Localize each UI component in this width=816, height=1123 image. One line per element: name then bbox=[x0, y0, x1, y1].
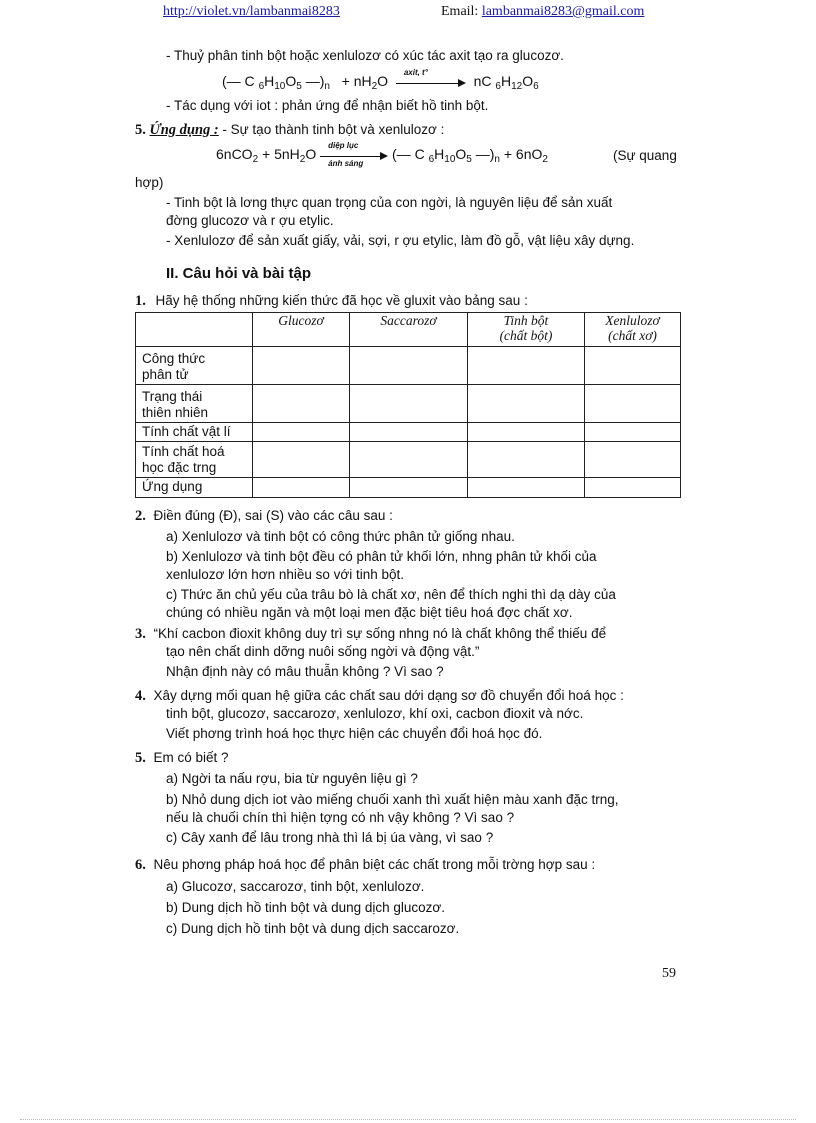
table-cell[interactable] bbox=[253, 442, 350, 478]
q3-line-2: tạo nên chất dinh dỡng nuôi sống ngời và động vật.” bbox=[166, 644, 480, 659]
question-3 bbox=[135, 624, 606, 644]
eq2-part: + 5nH bbox=[258, 146, 300, 162]
eq1-part: 6 bbox=[258, 81, 265, 92]
col-saccarozo: Saccarozơ bbox=[350, 313, 468, 347]
eq2-part: 2 bbox=[299, 154, 306, 165]
eq2-part: 2 bbox=[542, 154, 548, 165]
table-cell[interactable] bbox=[468, 442, 585, 478]
section-intro: - Sự tạo thành tinh bột và xenlulozơ : bbox=[222, 122, 445, 137]
eq1-part: —) bbox=[301, 73, 325, 89]
eq1-part: 6 bbox=[533, 81, 539, 92]
q2-c-2: chúng có nhiều ngăn và một loại men đặc biệt tiêu hoá đợc chất xơ. bbox=[166, 605, 573, 620]
question-5 bbox=[135, 748, 229, 768]
question-2 bbox=[135, 506, 393, 526]
q2-c-1: c) Thức ăn chủ yếu của trâu bò là chất xơ, nên để thích nghi thì dạ dày của bbox=[166, 587, 616, 602]
table-row bbox=[136, 442, 681, 478]
q6-c: c) Dung dịch hồ tinh bột và dung dịch saccarozơ. bbox=[166, 921, 460, 936]
question-6 bbox=[135, 855, 595, 875]
row-label: Trạng thái thiên nhiên bbox=[136, 385, 253, 423]
q2-b-2: xenlulozơ lớn hơn nhiều so với tinh bột. bbox=[166, 567, 405, 582]
row-label: Công thức phân tử bbox=[136, 347, 253, 385]
question-text: Nêu phơng pháp hoá học để phân biệt các chất trong mỗi trờng hợp sau : bbox=[153, 857, 596, 872]
table-cell[interactable] bbox=[350, 478, 468, 498]
question-text: Điền đúng (Đ), sai (S) vào các câu sau : bbox=[153, 508, 393, 523]
eq1-part: n bbox=[324, 81, 330, 92]
col-glucozo: Glucozơ bbox=[253, 313, 350, 347]
eq2-part: n bbox=[494, 154, 500, 165]
question-text: “Khí cacbon đioxit không duy trì sự sống nhng nó là chất không thể thiếu để bbox=[153, 626, 607, 641]
table-cell[interactable] bbox=[585, 423, 681, 442]
table-corner bbox=[136, 313, 253, 347]
arrow-label-bottom: ánh sáng bbox=[328, 159, 364, 169]
eq1-part: O bbox=[522, 73, 534, 89]
table-cell[interactable] bbox=[350, 347, 468, 385]
col-tinh-bot: Tinh bột (chất bột) bbox=[468, 313, 585, 347]
q6-b: b) Dung dịch hồ tinh bột và dung dịch glucozơ. bbox=[166, 900, 446, 915]
eq2-part: + 6nO bbox=[499, 146, 543, 162]
table-cell[interactable] bbox=[253, 423, 350, 442]
table-row bbox=[136, 423, 681, 442]
question-text: Em có biết ? bbox=[153, 750, 229, 765]
q4-line-3: Viết phơng trình hoá học thực hiện các chuyển đổi hoá học đó. bbox=[166, 726, 543, 741]
iodine-text: - Tác dụng với iot : phản ứng để nhận biết hồ tinh bột. bbox=[166, 98, 489, 113]
q2-a: a) Xenlulozơ và tinh bột có công thức phân tử giống nhau. bbox=[166, 529, 515, 544]
table-cell[interactable] bbox=[585, 385, 681, 423]
eq1-part: 6 bbox=[495, 81, 501, 92]
eq2-part: 6nCO bbox=[216, 146, 253, 162]
photosynthesis-arrow bbox=[320, 141, 388, 169]
table-cell[interactable] bbox=[253, 347, 350, 385]
table-cell[interactable] bbox=[585, 347, 681, 385]
email-label: Email: bbox=[441, 4, 479, 19]
starch-use-2: đờng glucozơ và r ợu etylic. bbox=[166, 213, 334, 228]
eq2-part: O bbox=[455, 146, 467, 162]
table-row bbox=[136, 385, 681, 423]
eq1-part: 2 bbox=[371, 81, 378, 92]
q5-a: a) Ngời ta nấu rợu, bia từ nguyên liệu gì ? bbox=[166, 771, 418, 786]
row-label: Ứng dụng bbox=[136, 478, 253, 498]
table-cell[interactable] bbox=[468, 347, 585, 385]
table-row bbox=[136, 478, 681, 498]
table-cell[interactable] bbox=[350, 423, 468, 442]
equation-1 bbox=[222, 68, 539, 92]
question-number: 5. bbox=[135, 750, 146, 766]
eq1-part: + nH bbox=[341, 73, 372, 89]
table-cell[interactable] bbox=[585, 478, 681, 498]
q3-line-3: Nhận định này có mâu thuẫn không ? Vì sao ? bbox=[166, 664, 444, 679]
q2-b-1: b) Xenlulozơ và tinh bột đều có phân tử khối lớn, nhng phân tử khối của bbox=[166, 549, 597, 564]
col-xenlulozo: Xenlulozơ (chất xơ) bbox=[585, 313, 681, 347]
q5-b-2: nếu là chuối chín thì hiện tợng có nh vậy không ? Vì sao ? bbox=[166, 810, 515, 825]
eq1-part: 12 bbox=[511, 81, 523, 92]
eq2-part: H bbox=[434, 146, 445, 162]
table-cell[interactable] bbox=[350, 385, 468, 423]
eq1-part: 5 bbox=[296, 81, 302, 92]
question-number: 1. bbox=[135, 293, 146, 309]
reaction-arrow bbox=[396, 68, 466, 90]
eq2-part: 2 bbox=[252, 154, 259, 165]
header bbox=[163, 4, 340, 20]
header-email-block bbox=[441, 4, 644, 20]
email-link[interactable]: lambanmai8283@gmail.com bbox=[481, 4, 645, 19]
eq2-part: 5 bbox=[466, 154, 472, 165]
question-1 bbox=[135, 291, 528, 311]
table-cell[interactable] bbox=[350, 442, 468, 478]
starch-use-1: - Tinh bột là lơng thực quan trọng của con ngời, là nguyên liệu để sản xuất bbox=[166, 195, 613, 210]
arrow-label: axit, t° bbox=[403, 68, 428, 78]
hydrolysis-text: - Thuỷ phân tinh bột hoặc xenlulozơ có xúc tác axit tạo ra glucozơ. bbox=[166, 48, 564, 63]
eq1-part: 10 bbox=[274, 81, 286, 92]
table-cell[interactable] bbox=[468, 385, 585, 423]
eq2-note: (Sự quang bbox=[613, 148, 677, 163]
page-number: 59 bbox=[662, 966, 676, 981]
question-text: Xây dựng mối quan hệ giữa các chất sau dới dạng sơ đồ chuyển đổi hoá học : bbox=[153, 688, 624, 703]
section-number: 5. bbox=[135, 122, 146, 138]
q6-a: a) Glucozơ, saccarozơ, tinh bột, xenlulozơ. bbox=[166, 879, 425, 894]
question-number: 2. bbox=[135, 508, 146, 524]
table-cell[interactable] bbox=[468, 478, 585, 498]
page-bottom-divider bbox=[20, 1119, 796, 1120]
eq1-part: (— C bbox=[222, 73, 255, 89]
row-label: Tính chất hoá học đặc trng bbox=[136, 442, 253, 478]
header-link[interactable]: http://violet.vn/lambanmai8283 bbox=[163, 4, 340, 19]
eq1-part: H bbox=[500, 73, 512, 89]
question-4 bbox=[135, 686, 624, 706]
eq1-part: nC bbox=[473, 73, 492, 89]
section-5-heading bbox=[135, 120, 444, 140]
gluxit-table bbox=[135, 312, 681, 498]
eq2-note-cont: hợp) bbox=[135, 175, 164, 190]
eq2-part: (— C bbox=[392, 146, 425, 162]
q5-b-1: b) Nhỏ dung dịch iot vào miếng chuối xanh thì xuất hiện màu xanh đặc trng, bbox=[166, 792, 619, 807]
table-cell[interactable] bbox=[585, 442, 681, 478]
eq1-part: H bbox=[264, 73, 275, 89]
q5-c: c) Cây xanh để lâu trong nhà thì lá bị úa vàng, vì sao ? bbox=[166, 830, 494, 845]
q4-line-2: tinh bột, glucozơ, saccarozơ, xenlulozơ, khí oxi, cacbon đioxit và nớc. bbox=[166, 706, 584, 721]
table-row bbox=[136, 347, 681, 385]
eq1-part: O bbox=[285, 73, 297, 89]
eq1-part: O bbox=[377, 73, 389, 89]
arrow-label-top: diệp lục bbox=[328, 141, 359, 151]
question-number: 3. bbox=[135, 626, 146, 642]
row-label: Tính chất vật lí bbox=[136, 423, 253, 442]
equation-2 bbox=[216, 141, 548, 169]
eq2-part: O bbox=[305, 146, 317, 162]
section-title: Ứng dụng : bbox=[149, 122, 219, 138]
question-number: 6. bbox=[135, 857, 146, 873]
eq2-part: —) bbox=[471, 146, 495, 162]
table-cell[interactable] bbox=[253, 478, 350, 498]
part2-heading: II. Câu hỏi và bài tập bbox=[166, 265, 312, 282]
table-header-row bbox=[136, 313, 681, 347]
question-text: Hãy hệ thống những kiến thức đã học về gluxit vào bảng sau : bbox=[155, 293, 528, 308]
eq2-part: 6 bbox=[428, 154, 435, 165]
eq2-part: 10 bbox=[444, 154, 456, 165]
table-cell[interactable] bbox=[468, 423, 585, 442]
cellulose-use: - Xenlulozơ để sản xuất giấy, vải, sợi, r ợu etylic, làm đồ gỗ, vật liệu xây dựng. bbox=[166, 233, 635, 248]
table-cell[interactable] bbox=[253, 385, 350, 423]
question-number: 4. bbox=[135, 688, 146, 704]
